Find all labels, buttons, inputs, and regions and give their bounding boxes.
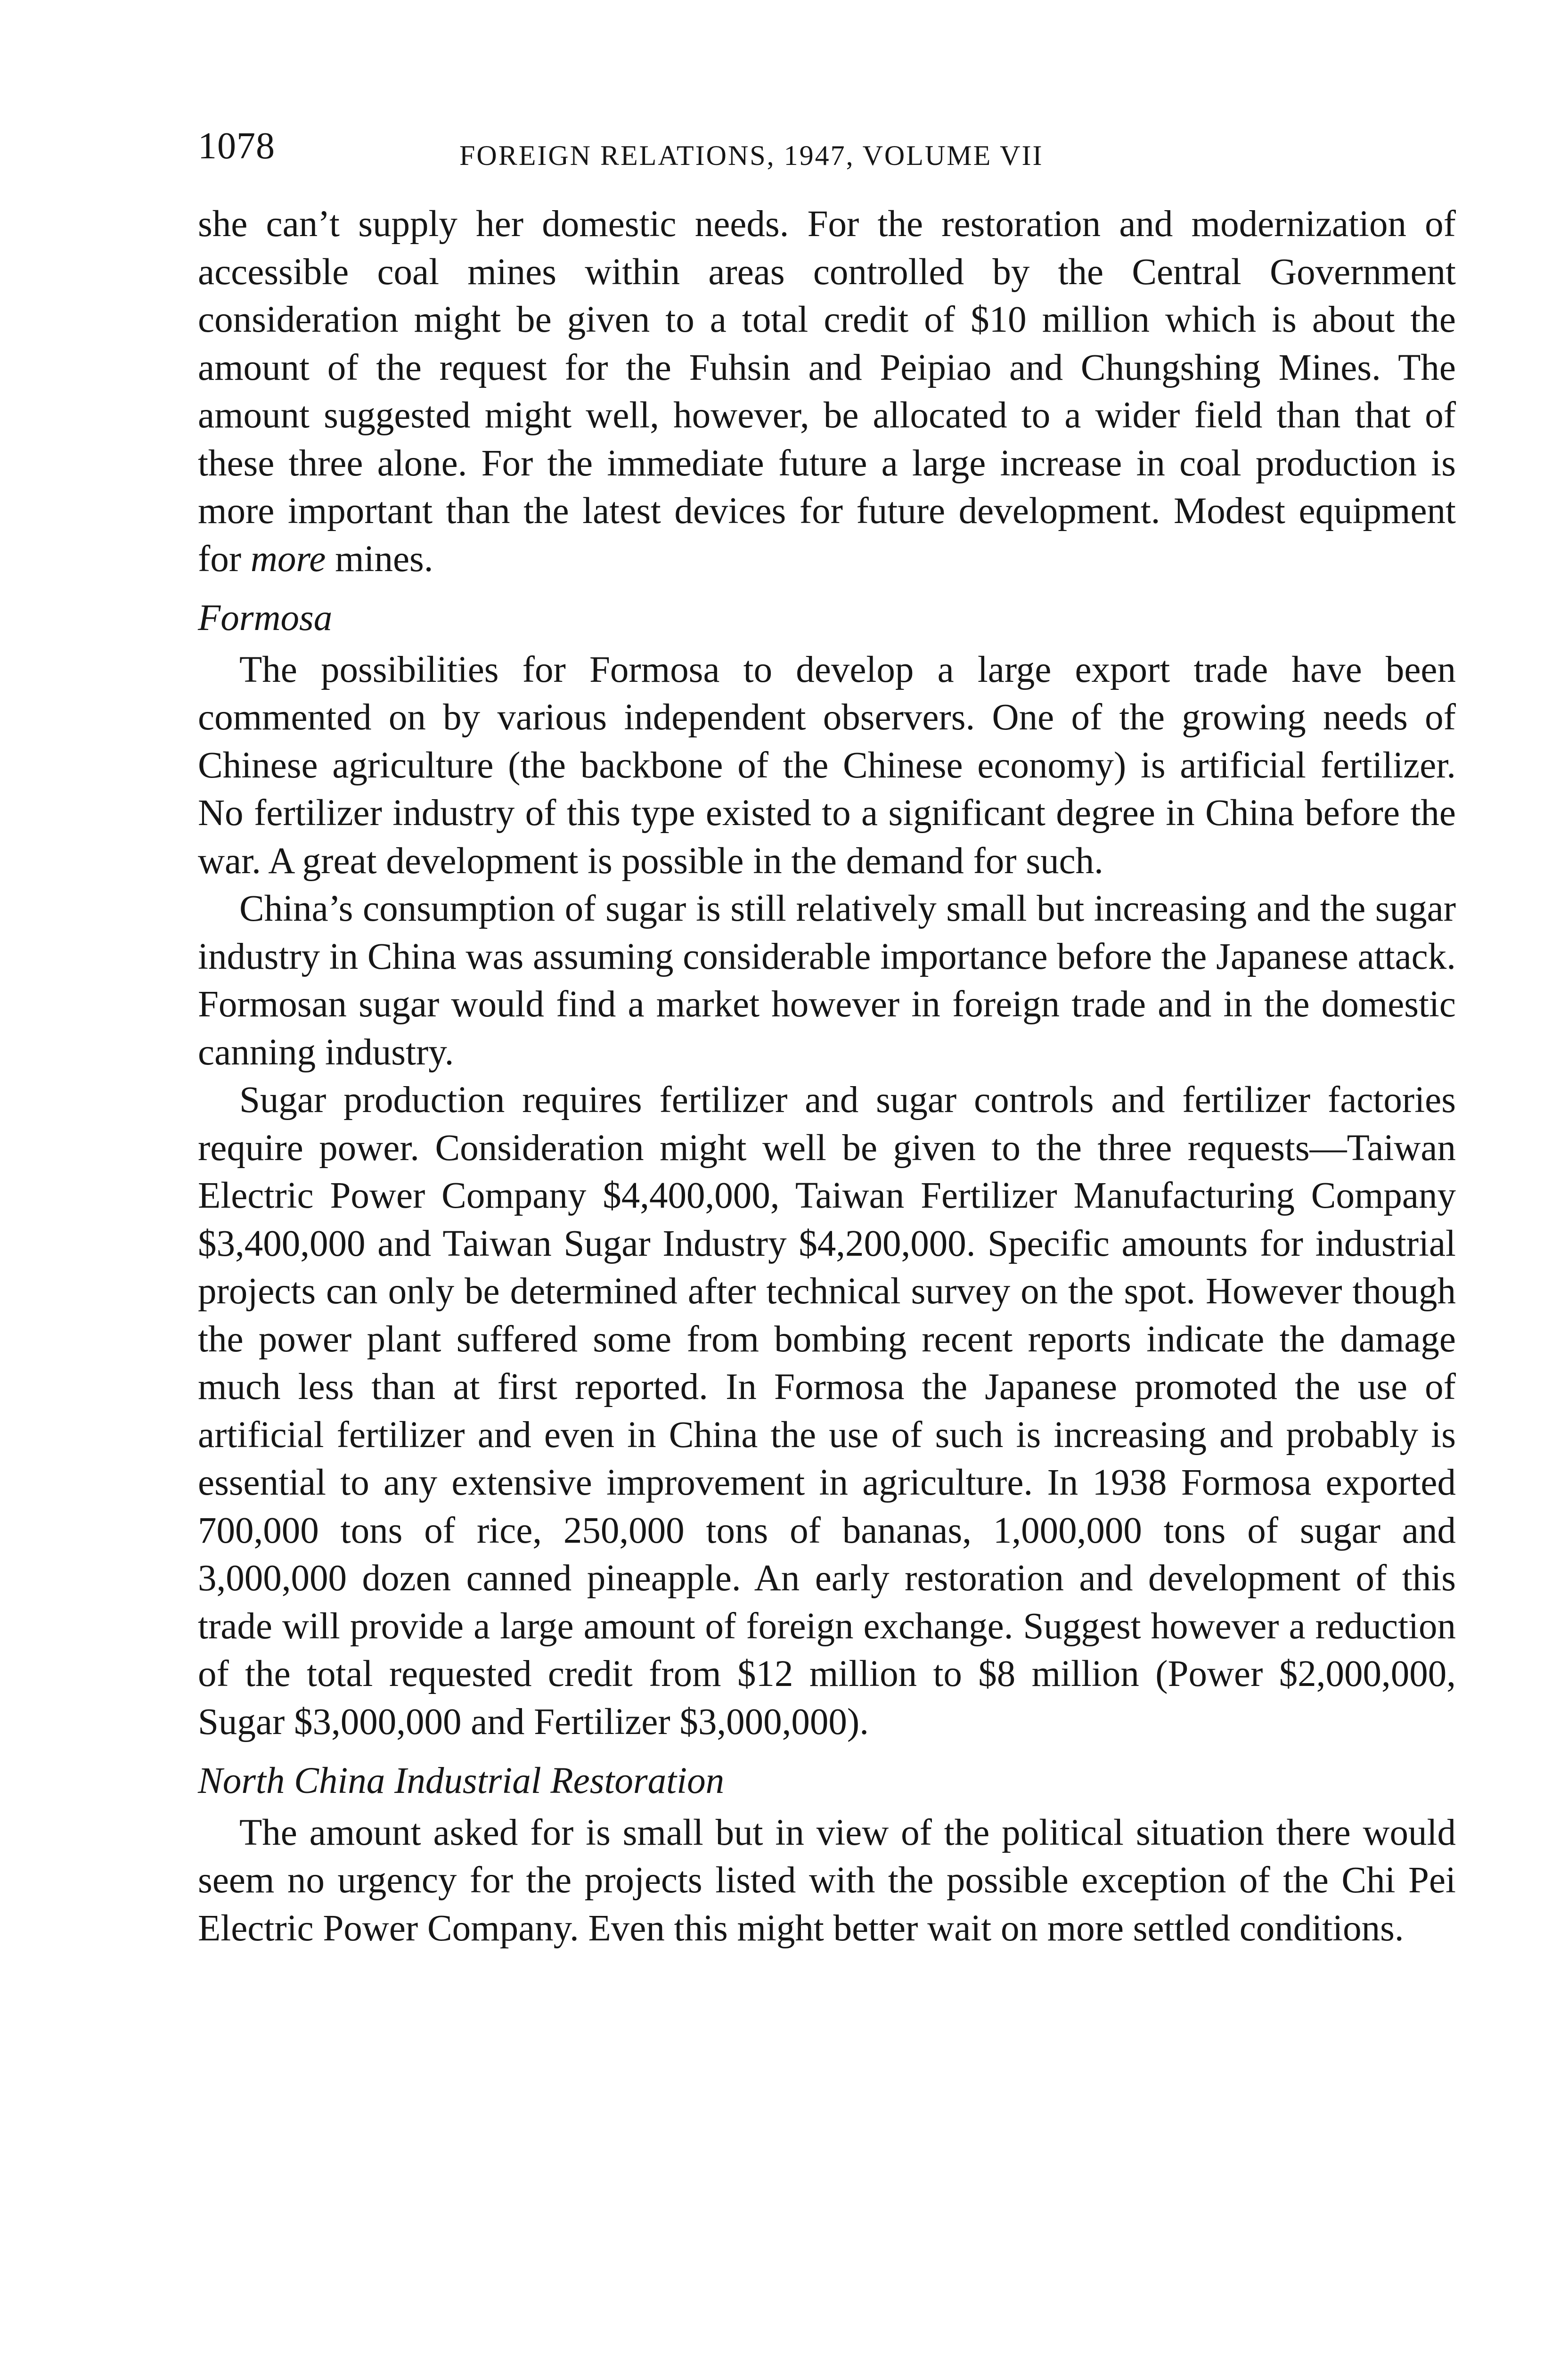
formosa-paragraph-1: The possibilities for Formosa to develop a large export trade have been commented on by various independent observers. One of the growing needs of Chinese agriculture (the backbone of the Chinese economy) is artificial fertilizer. No fertilizer industry of this type existed to a significant degree in China before the war. A great development is possible in the demand for such. [198, 649, 1456, 882]
page-number: 1078 [198, 125, 275, 167]
intro-paragraph [198, 200, 1456, 583]
running-head-title: FOREIGN RELATIONS, 1947, VOLUME VII [459, 140, 1044, 171]
north-china-paragraph-1: The amount asked for is small but in view of the political situation there would seem no urgency for the projects listed with the possible exception of the Chi Pei Electric Power Company. Even this might better wait on more settled conditions. [198, 1812, 1456, 1949]
intro-text-part2: mines. [326, 538, 433, 580]
running-head [198, 118, 1456, 179]
section-heading-north-china: North China Industrial Restoration [198, 1760, 725, 1801]
document-page [198, 118, 1456, 1952]
body-text [198, 200, 1456, 1952]
formosa-paragraph-2: China’s consumption of sugar is still relatively small but increasing and the sugar industry in China was assuming considerable importance before the Japanese attack. Formosan sugar would find a market however in foreign trade and in the domestic canning industry. [198, 888, 1456, 1073]
intro-emphasis: more [250, 538, 326, 580]
intro-text-part1: she can’t supply her domestic needs. For the restoration and modernization of accessible coal mines within areas controlled by the Central Government consideration might be given to a total credit of $10 million which is about the amount of the request for the Fuhsin and Peipiao and Chungshing Mines. The amount suggested might well, however, be allocated to a wider field than that of these three alone. For the immediate future a large increase in coal production is more important than the latest devices for future development. Modest equipment for [198, 204, 1456, 580]
formosa-paragraph-3: Sugar production requires fertilizer and sugar controls and fertilizer factories require power. Consideration might well be given to the three requests—Taiwan Electric Power Company $4,400,000, Taiwan Fertilizer Manufacturing Company $3,400,000 and Taiwan Sugar Industry $4,200,000. Specific amounts for industrial projects can only be determined after technical survey on the spot. However though the power plant suffered some from bombing recent reports indicate the damage much less than at first reported. In Formosa the Japanese promoted the use of artificial fertilizer and even in China the use of such is increasing and probably is essential to any extensive improvement in agriculture. In 1938 Formosa exported 700,000 tons of rice, 250,000 tons of bananas, 1,000,000 tons of sugar and 3,000,000 dozen canned pineapple. An early restoration and development of this trade will provide a large amount of foreign exchange. Suggest however a reduction of the total requested credit from $12 million to $8 million (Power $2,000,000, Sugar $3,000,000 and Fertilizer $3,000,000). [198, 1080, 1456, 1742]
section-heading-formosa: Formosa [198, 597, 333, 638]
